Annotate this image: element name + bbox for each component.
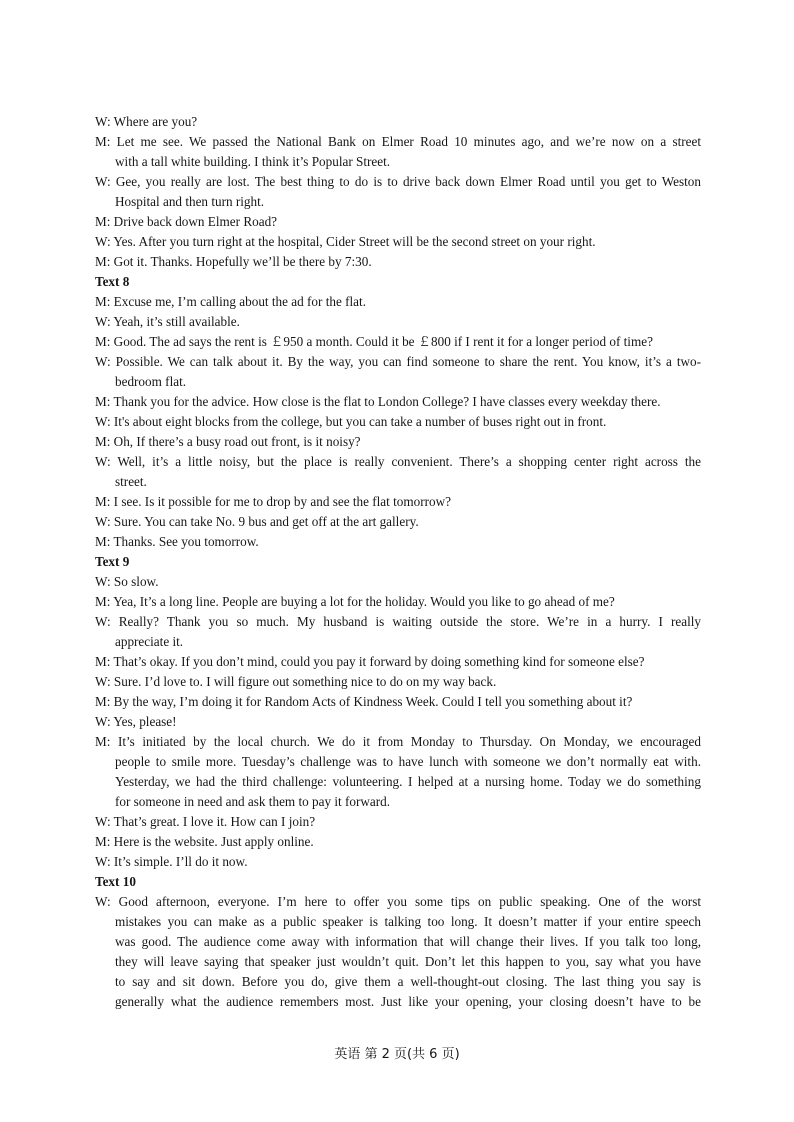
- dialogue-line: W: Gee, you really are lost. The best thing to do is to drive back down Elmer Road until you get to Weston: [95, 174, 701, 189]
- section-heading: Text 10: [95, 874, 136, 889]
- dialogue-line: W: Well, it’s a little noisy, but the place is really convenient. There’s a shopping center right across the: [95, 454, 701, 469]
- dialogue-line: W: Sure. You can take No. 9 bus and get off at the art gallery.: [95, 514, 419, 529]
- dialogue-line: M: Thanks. See you tomorrow.: [95, 534, 259, 549]
- dialogue-line: M: Thank you for the advice. How close is the flat to London College? I have classes every weekday there.: [95, 394, 661, 409]
- dialogue-line: W: Really? Thank you so much. My husband is waiting outside the store. We’re in a hurry. I really: [95, 614, 701, 629]
- dialogue-line: M: Yea, It’s a long line. People are buying a lot for the holiday. Would you like to go ahead of me?: [95, 594, 615, 609]
- dialogue-line: W: It’s simple. I’ll do it now.: [95, 854, 248, 869]
- section-heading: Text 9: [95, 554, 130, 569]
- dialogue-line: W: That’s great. I love it. How can I join?: [95, 814, 316, 829]
- dialogue-line: W: Yes, please!: [95, 714, 177, 729]
- dialogue-line: W: Where are you?: [95, 114, 198, 129]
- dialogue-line-continuation: street.: [115, 474, 147, 489]
- dialogue-line-continuation: bedroom flat.: [115, 374, 187, 389]
- dialogue-line: W: Yeah, it’s still available.: [95, 314, 240, 329]
- dialogue-line: M: By the way, I’m doing it for Random Acts of Kindness Week. Could I tell you something about it?: [95, 694, 633, 709]
- dialogue-line: M: Here is the website. Just apply online.: [95, 834, 314, 849]
- dialogue-line: M: Got it. Thanks. Hopefully we’ll be there by 7:30.: [95, 254, 372, 269]
- dialogue-line-continuation: appreciate it.: [115, 634, 184, 649]
- dialogue-line: W: Possible. We can talk about it. By the way, you can find someone to share the rent. You know, it’s a two-: [95, 354, 701, 369]
- dialogue-line-continuation: Hospital and then turn right.: [115, 194, 265, 209]
- dialogue-line: M: It’s initiated by the local church. We do it from Monday to Thursday. On Monday, we encouraged: [95, 734, 701, 749]
- dialogue-line: M: That’s okay. If you don’t mind, could you pay it forward by doing something kind for someone else?: [95, 654, 645, 669]
- dialogue-line-continuation: generally what the audience remembers most. Just like your opening, your closing doesn’t have to be: [115, 994, 701, 1009]
- dialogue-line: W: So slow.: [95, 574, 159, 589]
- section-heading: Text 8: [95, 274, 130, 289]
- dialogue-line: W: Good afternoon, everyone. I’m here to offer you some tips on public speaking. One of the worst: [95, 894, 701, 909]
- dialogue-line-continuation: to say and sit down. Before you do, give them a well-thought-out closing. The last thing you say is: [115, 974, 701, 989]
- dialogue-line: W: Sure. I’d love to. I will figure out something nice to do on my way back.: [95, 674, 497, 689]
- dialogue-line-continuation: was good. The audience come away with information that will change their lives. If you talk too long,: [115, 934, 701, 949]
- dialogue-line: M: Good. The ad says the rent is ￡950 a month. Could it be ￡800 if I rent it for a longer period of time?: [95, 334, 653, 349]
- dialogue-line-continuation: mistakes you can make as a public speaker is talking too long. It doesn’t matter if your entire speech: [115, 914, 701, 929]
- dialogue-line: W: Yes. After you turn right at the hospital, Cider Street will be the second street on your right.: [95, 234, 596, 249]
- dialogue-line: M: Drive back down Elmer Road?: [95, 214, 278, 229]
- dialogue-line-continuation: they will leave saying that speaker just wouldn’t quit. Don’t let this happen to you, say what you have: [115, 954, 701, 969]
- dialogue-line-continuation: Yesterday, we had the third challenge: volunteering. I helped at a nursing home. Today we do something: [115, 774, 701, 789]
- dialogue-line: M: Let me see. We passed the National Bank on Elmer Road 10 minutes ago, and we’re now on a street: [95, 134, 701, 149]
- dialogue-line: M: I see. Is it possible for me to drop by and see the flat tomorrow?: [95, 494, 451, 509]
- dialogue-line-continuation: for someone in need and ask them to pay it forward.: [115, 794, 391, 809]
- dialogue-line: M: Excuse me, I’m calling about the ad for the flat.: [95, 294, 366, 309]
- page-footer: 英语 第 2 页(共 6 页): [334, 1047, 460, 1062]
- transcript-body: [95, 112, 701, 1012]
- dialogue-line-continuation: people to smile more. Tuesday’s challenge was to have lunch with someone we don’t normally eat with.: [115, 754, 701, 769]
- dialogue-line: M: Oh, If there’s a busy road out front, is it noisy?: [95, 434, 361, 449]
- dialogue-line: W: It's about eight blocks from the college, but you can take a number of buses right out in front.: [95, 414, 607, 429]
- dialogue-line-continuation: with a tall white building. I think it’s Popular Street.: [115, 154, 391, 169]
